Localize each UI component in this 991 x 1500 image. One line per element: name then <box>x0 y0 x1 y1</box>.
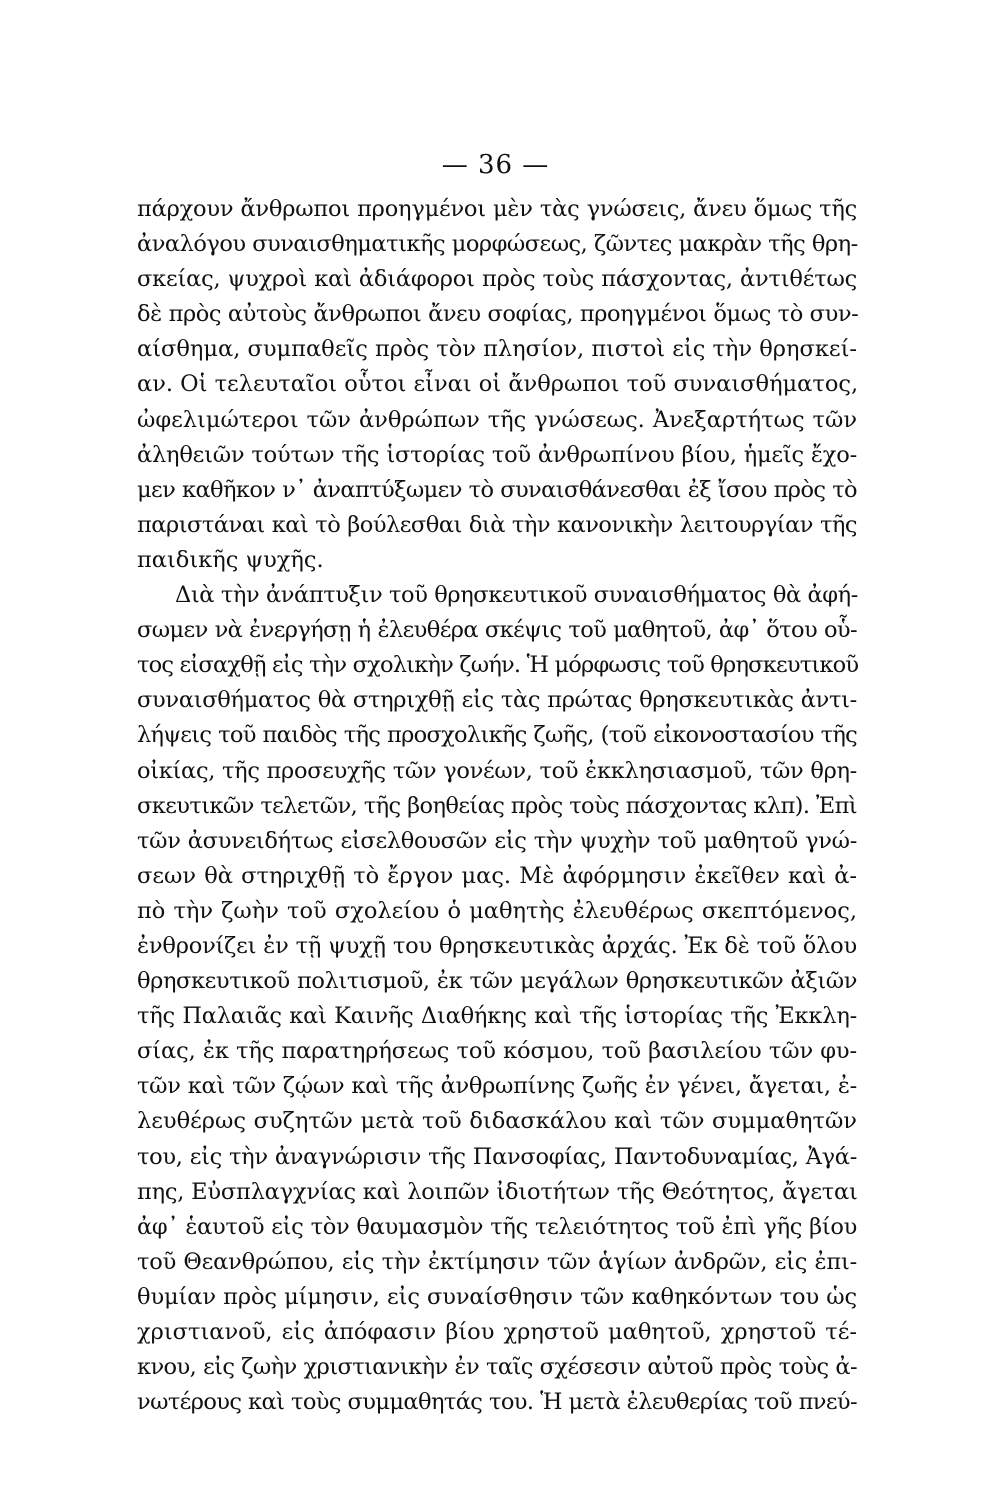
body-text <box>137 192 857 1420</box>
text-line: δὲ πρὸς αὐτοὺς ἄνθρωποι ἄνευ σοφίας, προηγμένοι ὅμως τὸ συν- <box>137 301 859 328</box>
text-line: κνου, εἰς ζωὴν χριστιανικὴν ἐν ταῖς σχέσεσιν αὐτοῦ πρὸς τοὺς ἀ- <box>137 1354 857 1381</box>
text-line: αν. Οἱ τελευταῖοι οὗτοι εἶναι οἱ ἄνθρωποι τοῦ συναισθήματος, <box>137 371 859 398</box>
text-line: τοῦ Θεανθρώπου, εἰς τὴν ἐκτίμησιν τῶν ἁγίων ἀνδρῶν, εἰς ἐπι- <box>137 1248 857 1275</box>
text-line: σίας, ἐκ τῆς παρατηρήσεως τοῦ κόσμου, τοῦ βασιλείου τῶν φυ- <box>137 1038 857 1065</box>
text-line: αίσθημα, συμπαθεῖς πρὸς τὸν πλησίον, πιστοὶ εἰς τὴν θρησκεί- <box>137 336 857 363</box>
text-line: τῆς Παλαιᾶς καὶ Καινῆς Διαθήκης καὶ τῆς ἱστορίας τῆς Ἐκκλη- <box>137 1003 857 1030</box>
text-line: σκείας, ψυχροὶ καὶ ἀδιάφοροι πρὸς τοὺς πάσχοντας, ἀντιθέτως <box>137 266 857 293</box>
text-line: χριστιανοῦ, εἰς ἀπόφασιν βίου χρηστοῦ μαθητοῦ, χρηστοῦ τέ- <box>137 1319 857 1345</box>
text-line: θρησκευτικοῦ πολιτισμοῦ, ἐκ τῶν μεγάλων θρησκευτικῶν ἀξιῶν <box>137 968 857 995</box>
text-line: λευθέρως συζητῶν μετὰ τοῦ διδασκάλου καὶ τῶν συμμαθητῶν <box>137 1108 857 1135</box>
text-line: ἀληθειῶν τούτων τῆς ἱστορίας τοῦ ἀνθρωπίνου βίου, ἡμεῖς ἔχο- <box>137 441 857 468</box>
text-line: συναισθήματος θὰ στηριχθῇ εἰς τὰς πρώτας θρησκευτικὰς ἀντι- <box>137 687 857 714</box>
text-line: τος εἰσαχθῇ εἰς τὴν σχολικὴν ζωήν. Ἡ μόρφωσις τοῦ θρησκευτικοῦ <box>137 652 859 679</box>
text-line: του, εἰς τὴν ἀναγνώρισιν τῆς Πανσοφίας, Παντοδυναμίας, Ἀγά- <box>137 1143 857 1170</box>
text-line: σκευτικῶν τελετῶν, τῆς βοηθείας πρὸς τοὺς πάσχοντας κλπ). Ἐπὶ <box>137 792 857 819</box>
text-line: τῶν ἀσυνειδήτως εἰσελθουσῶν εἰς τὴν ψυχὴν τοῦ μαθητοῦ γνώ- <box>137 827 857 854</box>
text-line: σωμεν νὰ ἐνεργήσῃ ἡ ἐλευθέρα σκέψις τοῦ μαθητοῦ, ἀφ᾿ ὅτου οὗ- <box>137 617 857 644</box>
text-line: ἀφ᾿ ἑαυτοῦ εἰς τὸν θαυμασμὸν τῆς τελειότητος τοῦ ἐπὶ γῆς βίου <box>137 1213 857 1240</box>
text-line: πης, Εὐσπλαγχνίας καὶ λοιπῶν ἰδιοτήτων τῆς Θεότητος, ἄγεται <box>137 1178 858 1205</box>
text-line: σεων θὰ στηριχθῇ τὸ ἔργον μας. Μὲ ἀφόρμησιν ἐκεῖθεν καὶ ἀ- <box>137 862 857 889</box>
text-line: ἀναλόγου συναισθηματικῆς μορφώσεως, ζῶντες μακρὰν τῆς θρη- <box>137 231 858 258</box>
text-line: νωτέρους καὶ τοὺς συμμαθητάς του. Ἡ μετὰ ἐλευθερίας τοῦ πνεύ- <box>137 1389 857 1416</box>
page-number: — 36 — <box>441 150 550 180</box>
text-line: πὸ τὴν ζωὴν τοῦ σχολείου ὁ μαθητὴς ἐλευθέρως σκεπτόμενος, <box>137 897 857 924</box>
text-line: παιδικῆς ψυχῆς. <box>137 546 324 573</box>
text-line: τῶν καὶ τῶν ζῴων καὶ τῆς ἀνθρωπίνης ζωῆς ἐν γένει, ἄγεται, ἐ- <box>137 1073 857 1100</box>
text-line: μεν καθῆκον ν᾿ ἀναπτύξωμεν τὸ συναισθάνεσθαι ἐξ ἴσου πρὸς τὸ <box>137 476 857 503</box>
text-line: ὠφελιμώτεροι τῶν ἀνθρώπων τῆς γνώσεως. Ἀνεξαρτήτως τῶν <box>137 406 857 433</box>
text-line: ἐνθρονίζει ἐν τῇ ψυχῇ του θρησκευτικὰς ἀρχάς. Ἐκ δὲ τοῦ ὅλου <box>137 932 857 959</box>
text-line: θυμίαν πρὸς μίμησιν, εἰς συναίσθησιν τῶν καθηκόντων του ὡς <box>137 1283 857 1310</box>
text-line: πάρχουν ἄνθρωποι προηγμένοι μὲν τὰς γνώσεις, ἄνευ ὅμως τῆς <box>137 196 857 222</box>
text-line: παριστάναι καὶ τὸ βούλεσθαι διὰ τὴν κανονικὴν λειτουργίαν τῆς <box>137 511 857 538</box>
text-line: οἰκίας, τῆς προσευχῆς τῶν γονέων, τοῦ ἐκκλησιασμοῦ, τῶν θρη- <box>137 757 857 784</box>
text-line: λήψεις τοῦ παιδὸς τῆς προσχολικῆς ζωῆς, (τοῦ εἰκονοστασίου τῆς <box>137 722 857 749</box>
text-line: Διὰ τὴν ἀνάπτυξιν τοῦ θρησκευτικοῦ συναισθήματος θὰ ἀφή- <box>175 582 858 609</box>
